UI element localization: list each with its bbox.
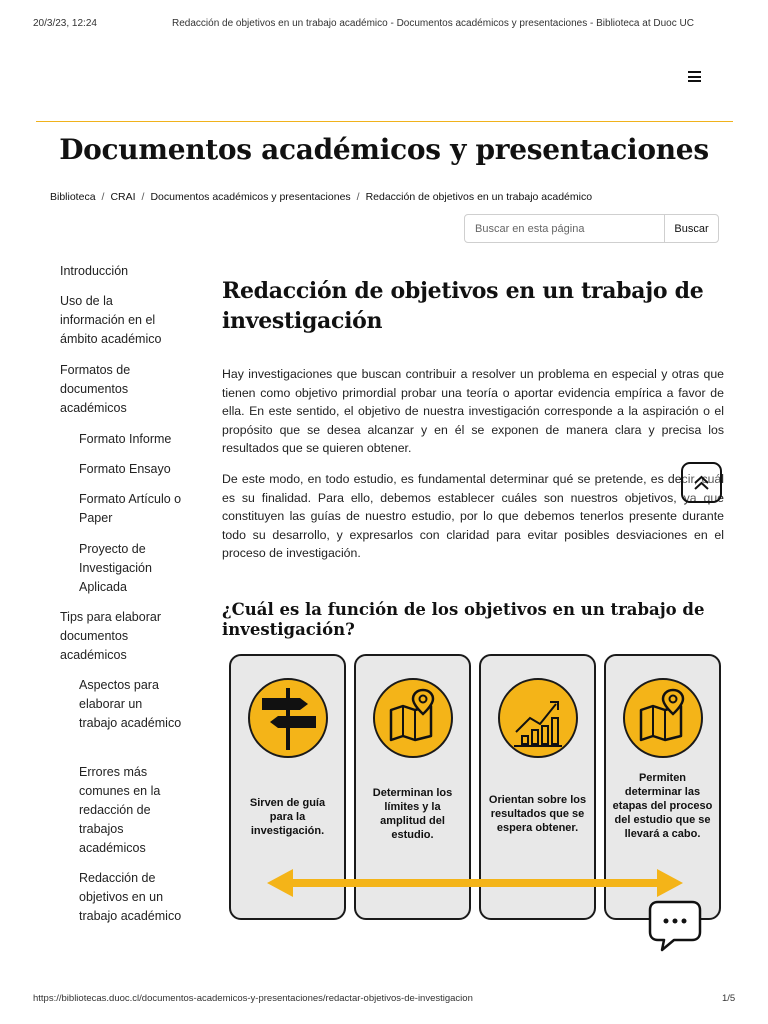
chat-button[interactable] — [648, 900, 702, 952]
scroll-to-top-button[interactable] — [681, 462, 722, 503]
breadcrumb-biblioteca[interactable]: Biblioteca — [50, 191, 96, 203]
sidenav-item-formato-ensayo[interactable]: Formato Ensayo — [79, 462, 171, 476]
sidenav-item-redaccion-objetivos[interactable]: Redacción de objetivos en un trabajo académico — [79, 871, 182, 923]
sidenav-item-uso-informacion[interactable]: Uso de la información en el ámbito académico — [60, 294, 162, 346]
sidenav-item-aspectos[interactable]: Aspectos para elaborar un trabajo académico — [79, 678, 182, 730]
breadcrumb-crai[interactable]: CRAI — [110, 191, 136, 203]
objectives-infographic — [229, 654, 721, 924]
map-pin-icon — [373, 678, 453, 758]
hamburger-menu-icon[interactable] — [688, 71, 701, 82]
print-doc-title: Redacción de objetivos en un trabajo académico - Documentos académicos y presentaciones - Biblioteca at Duoc UC — [172, 18, 694, 29]
sidenav-item-formatos[interactable]: Formatos de documentos académicos — [60, 363, 131, 415]
print-url: https://bibliotecas.duoc.cl/documentos-academicos-y-presentaciones/redactar-objetivos-de-investigacion — [33, 993, 473, 1004]
search-button[interactable]: Buscar — [664, 214, 719, 243]
breadcrumb-current: Redacción de objetivos en un trabajo académico — [365, 191, 593, 203]
sidenav-item-proyecto-investigacion[interactable]: Proyecto de Investigación Aplicada — [79, 542, 152, 594]
double-chevron-up-icon — [683, 464, 720, 501]
section-subtitle: ¿Cuál es la función de los objetivos en un trabajo de investigación? — [222, 600, 705, 639]
chat-bubble-icon — [648, 900, 702, 952]
second-paragraph: De este modo, en todo estudio, es fundamental determinar qué se pretende, es decir, cuál es su finalidad. Para ello, debemos establecer cuáles son nuestros objetivos, ya que constituyen las guías de nuestro estudio, por lo que debemos tenerlos presente durante todo su desarrollo, y expresarlos con claridad para evitar posibles desviaciones en el proceso de investigación. — [222, 472, 724, 561]
map-pin-icon — [623, 678, 703, 758]
card-text: Determinan los límites y la amplitud del estudio. — [372, 787, 453, 841]
sidenav-item-tips[interactable]: Tips para elaborar documentos académicos — [60, 610, 161, 662]
card-text: Orientan sobre los resultados que se espera obtener. — [488, 794, 587, 834]
card-text: Permiten determinar las etapas del proceso del estudio que se llevará a cabo. — [612, 772, 713, 840]
page-title: Redacción de objetivos en un trabajo de investigación — [222, 278, 704, 334]
header-divider — [36, 121, 733, 122]
intro-paragraph: Hay investigaciones que buscan contribuir a resolver un problema en especial y otras que tienen como objetivo primordial probar una teoría o aportar evidencia empírica a favor de ella. En este sentido, el objetivo de nuestra investigación corresponde a la aspiración o el propósito que se desea alcanzar y en él se exponen de manera clara y precisa los resultados que se quieren obtener. — [222, 367, 724, 456]
card-text: Sirven de guía para la investigación. — [249, 797, 326, 837]
growth-chart-icon — [498, 678, 578, 758]
breadcrumb: Biblioteca / CRAI / Documentos académicos y presentaciones / Redacción de objetivos en un trabajo académico — [50, 191, 593, 203]
sidenav-item-formato-articulo[interactable]: Formato Artículo o Paper — [79, 492, 182, 525]
search-input[interactable] — [464, 214, 665, 243]
sidenav-item-introduccion[interactable]: Introducción — [60, 264, 129, 278]
site-title: Documentos académicos y presentaciones — [59, 133, 709, 166]
double-arrow-icon — [265, 868, 685, 898]
sidenav-item-formato-informe[interactable]: Formato Informe — [79, 432, 172, 446]
signpost-icon — [248, 678, 328, 758]
breadcrumb-documentos[interactable]: Documentos académicos y presentaciones — [150, 191, 351, 203]
print-date: 20/3/23, 12:24 — [33, 18, 97, 29]
print-page-number: 1/5 — [722, 993, 736, 1004]
sidenav-item-errores[interactable]: Errores más comunes en la redacción de trabajos académicos — [79, 765, 161, 855]
